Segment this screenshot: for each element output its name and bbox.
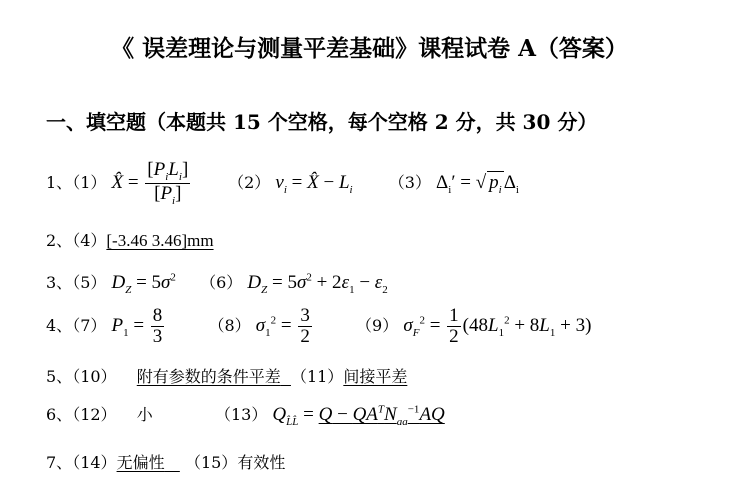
formula-p1: $P_1$ = $\frac{8}{3}$	[111, 305, 163, 347]
answer-15: 有效性	[237, 453, 286, 472]
formula-v: $v_i$ = X̂ − $L_i$	[275, 172, 353, 196]
answer-line-3: 3、（5） $D_Z = 5\sigma^2$ （6） $D_Z = 5\sigma^2 + 2\varepsilon_1 - \varepsilon_2$	[46, 271, 388, 296]
answer-line-1: 1、（1） X̂ = $\frac{[P_iL_i]}{[P_i]}$ （2） $v_i$ = X̂ − $L_i$ （3） $\Delta_i'$ = √ $p_i$ $\Delta_i$	[46, 159, 519, 208]
answer-4: [-3.46 3.46]mm	[106, 231, 214, 250]
answer-line-5: 5、（10） 附有参数的条件平差 （11）间接平差	[46, 367, 408, 386]
answer-11: 间接平差	[343, 367, 408, 386]
answer-line-6: 6、（12） 小 （13） $Q_{L̂L̂} = Q - QA^TN_{aa}^{-1}AQ$	[46, 403, 445, 428]
formula-sigma1: $\sigma_1^2$ = $\frac{3}{2}$	[255, 305, 310, 347]
formula-x-hat: X̂ = $\frac{[P_iL_i]}{[P_i]}$	[111, 159, 189, 208]
answer-12: 小	[136, 405, 153, 424]
answer-10: 附有参数的条件平差	[136, 367, 281, 386]
exam-title: 《 误差理论与测量平差基础》课程试卷 A（答案）	[111, 35, 628, 62]
formula-dz-5: $D_Z = 5\sigma^2$	[111, 271, 176, 296]
formula-q: $Q_{L̂L̂} = Q - QA^TN_{aa}^{-1}AQ$	[272, 403, 445, 428]
answer-line-7: 7、（14）无偏性 （15）有效性	[46, 453, 286, 472]
formula-dz-6: $D_Z = 5\sigma^2 + 2\varepsilon_1 - \varepsilon_2$	[247, 271, 388, 296]
formula-sigmaF: $\sigma_F^2$ = $\frac{1}{2}$ $(48L_1^2 + 8L_1 + 3)$	[403, 305, 592, 347]
answer-14: 无偏性	[116, 453, 165, 472]
answer-line-4: 4、（7） $P_1$ = $\frac{8}{3}$ （8） $\sigma_1^2$ = $\frac{3}{2}$ （9） $\sigma_F^2$ = $\frac{1}{2}$ $(48L_1^2 + 8L_1 + 3)$	[46, 305, 592, 347]
formula-delta: $\Delta_i'$ = √ $p_i$ $\Delta_i$	[436, 172, 519, 196]
section-heading: 一、填空题（本题共 15 个空格，每个空格 2 分，共 30 分）	[46, 110, 598, 134]
answer-line-2: 2、（4）[-3.46 3.46]mm	[46, 231, 214, 250]
